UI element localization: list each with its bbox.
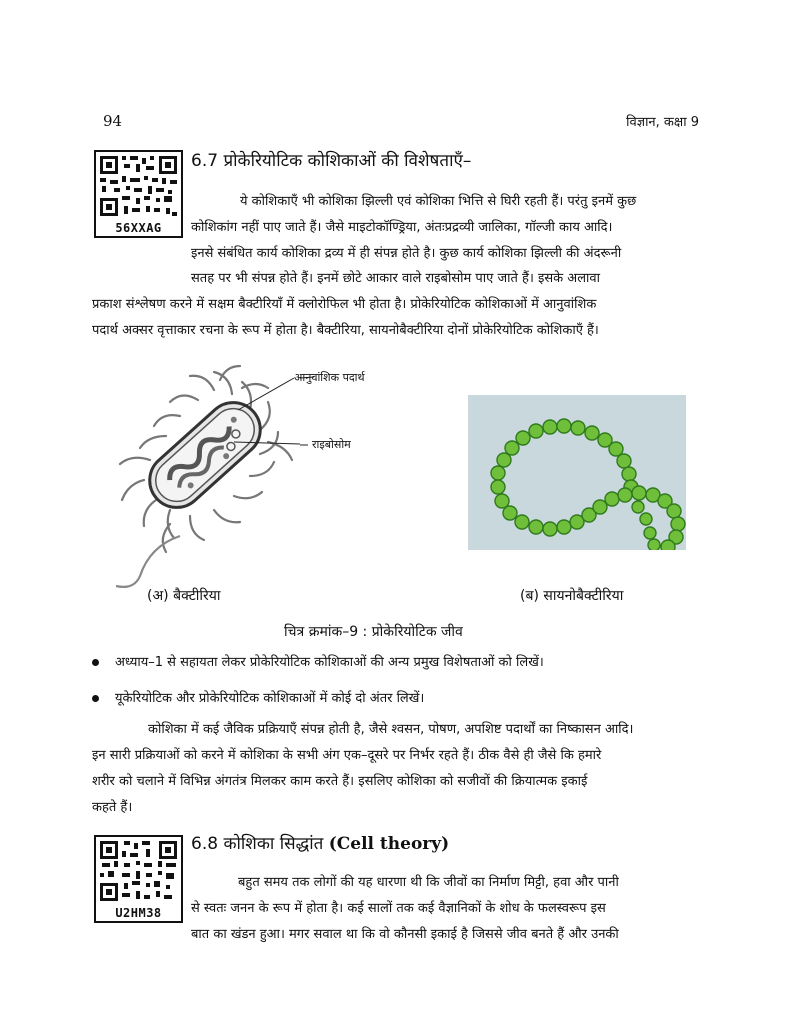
qr-pattern-icon (96, 152, 181, 220)
caption-cyanobacteria: (ब) सायनोबैक्टीरिया (520, 588, 624, 604)
heading-hindi: 6.8 कोशिका सिद्धांत (191, 834, 329, 854)
paragraph-line: से स्वतः जनन के रूप में होता है। कई सालों तक कई वैज्ञानिकों के शोध के फलस्वरूप इस (191, 901, 606, 916)
label-ribosome: राइबोसोम (312, 438, 351, 451)
running-title: विज्ञान, कक्षा 9 (626, 115, 699, 130)
paragraph-line: बहुत समय तक लोगों की यह धारणा थी कि जीवों का निर्माण मिट्टी, हवा और पानी (238, 875, 619, 890)
heading-english: (Cell theory) (328, 834, 450, 854)
paragraph-line: इन सारी प्रक्रियाओं को करने में कोशिका के सभी अंग एक–दूसरे पर निर्भर रहते हैं। ठीक वैसे ही जैसे कि हमारे (92, 748, 602, 763)
qr-pattern-icon (96, 837, 181, 905)
qr-code-label: 56XXAG (115, 221, 162, 235)
bullet-item (92, 688, 424, 706)
bullet-text: यूकेरियोटिक और प्रोकेरियोटिक कोशिकाओं में कोई दो अंतर लिखें। (115, 691, 425, 706)
paragraph-line: कोशिकांग नहीं पाए जाते हैं। जैसे माइटोकॉण्ड्रिया, अंतःप्रद्रव्यी जालिका, गॉल्जी काय आदि। (191, 220, 613, 235)
paragraph-line: बात का खंडन हुआ। मगर सवाल था कि वो कौनसी इकाई है जिससे जीव बनते हैं और उनकी (191, 927, 619, 942)
page-number: 94 (103, 112, 123, 130)
paragraph-line: ये कोशिकाएँ भी कोशिका झिल्ली एवं कोशिका भित्ति से घिरी रहती हैं। परंतु इनमें कुछ (240, 194, 637, 209)
paragraph-line: शरीर को चलाने में विभिन्न अंगतंत्र मिलकर काम करते हैं। इसलिए कोशिका को सजीवों की क्रियात्मक इकाई (92, 774, 588, 789)
bullet-dot-icon (92, 659, 99, 666)
bullet-item (92, 652, 544, 670)
paragraph-line: पदार्थ अक्सर वृत्ताकार रचना के रूप में होता है। बैक्टीरिया, सायनोबैक्टीरिया दोनों प्रोकेरियोटिक कोशिकाएँ हैं। (92, 323, 599, 338)
section-heading-6-7: 6.7 प्रोकेरियोटिक कोशिकाओं की विशेषताएँ– (191, 151, 472, 171)
cyanobacteria-photo (468, 395, 686, 550)
bullet-text: अध्याय–1 से सहायता लेकर प्रोकेरियोटिक कोशिकाओं की अन्य प्रमुख विशेषताओं को लिखें। (115, 655, 544, 670)
label-genetic-material: आनुवांशिक पदार्थ (294, 371, 365, 384)
bullet-dot-icon (92, 695, 99, 702)
paragraph-line: इनसे संबंधित कार्य कोशिका द्रव्य में ही संपन्न होते है। कुछ कार्य कोशिका झिल्ली की अंदरूनी (191, 246, 622, 261)
qr-code-label: U2HM38 (115, 906, 162, 920)
qr-code-56xxag (94, 150, 183, 238)
figure-main-caption: चित्र क्रमांक–9 : प्रोकेरियोटिक जीव (284, 624, 463, 640)
paragraph-line: कोशिका में कई जैविक प्रक्रियाएँ संपन्न होती है, जैसे श्वसन, पोषण, अपशिष्ट पदार्थों का निष्कासन आदि। (148, 722, 634, 737)
paragraph-line: कहते हैं। (92, 800, 133, 815)
caption-bacteria: (अ) बैक्टीरिया (147, 588, 221, 604)
qr-code-u2hm38 (94, 835, 183, 923)
paragraph-line: प्रकाश संश्लेषण करने में सक्षम बैक्टीरियाँ में क्लोरोफिल भी होता है। प्रोकेरियोटिक कोशिकाओं में आनुवांशिक (92, 297, 597, 312)
paragraph-line: सतह पर भी संपन्न होते हैं। इनमें छोटे आकार वाले राइबोसोम पाए जाते हैं। इसके अलावा (191, 271, 600, 286)
bacteria-illustration (110, 350, 300, 590)
section-heading-6-8 (191, 831, 449, 854)
